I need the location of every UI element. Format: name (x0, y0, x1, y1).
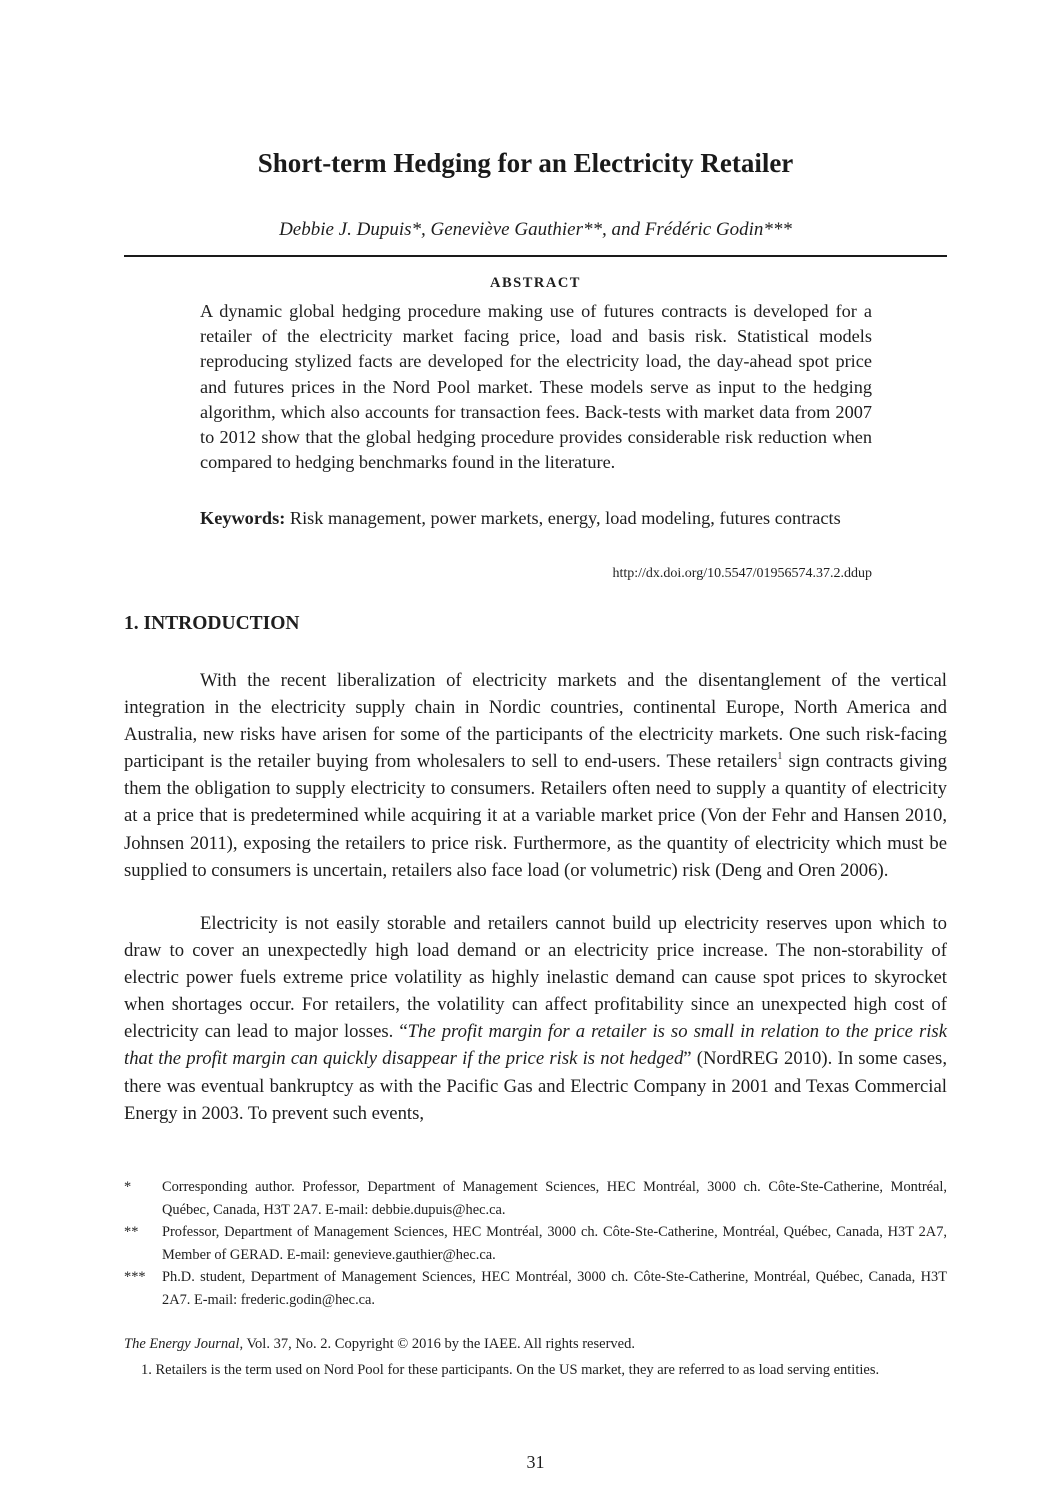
p1-text-a: With the recent liberalization of electricity markets and the disentanglement of the vertical integration in the electricity supply chain in Nordic countries, continental Europe, North America and Australia, new risks have arisen for some of the participants of the electricity markets. One such risk-facing participant is the retailer buying from wholesalers to sell to end-users. These retailers (124, 670, 947, 773)
footnote-mark: *** (124, 1269, 146, 1285)
abstract-heading: ABSTRACT (490, 275, 581, 291)
abstract-text: A dynamic global hedging procedure making use of futures contracts is developed for a retailer of the electricity market facing price, load and basis risk. Statistical models reproducing stylized facts are developed for the electricity load, the day-ahead spot price and futures prices in the Nord Pool market. These models serve as input to the hedging algorithm, which also accounts for transaction fees. Back-tests with market data from 2007 to 2012 show that the global hedging procedure provides considerable risk reduction when compared to hedging benchmarks found in the literature. (200, 301, 872, 473)
footnote-ref-1[interactable]: 1 (777, 751, 783, 763)
page-number: 31 (526, 1452, 545, 1472)
p2-text-a: Electricity is not easily storable and retailers cannot build up electricity reserves upon which to draw to cover an unexpectedly high load demand or an electricity price increase. The non-storability of electric power fuels extreme price volatility as highly inelastic demand can cause spot prices to skyrocket when shortages occur. For retailers, the volatility can affect profitability since an unexpected high cost of electricity can lead to major losses. “ (124, 913, 947, 1043)
section-heading: 1. INTRODUCTION (124, 613, 300, 634)
title-rule (124, 255, 947, 257)
footnote-text: Ph.D. student, Department of Management Sciences, HEC Montréal, 3000 ch. Côte-Ste-Catherine, Montréal, Québec, Canada, H3T 2A7. E-mail: frederic.godin@hec.ca. (162, 1269, 947, 1308)
p2-quote: The profit margin for a retailer is so small in relation to the price risk that the profit margin can quickly disappear if the price risk is not hedged (124, 1021, 948, 1070)
journal-citation (124, 1336, 947, 1353)
author-list: Debbie J. Dupuis*, Geneviève Gauthier**, and Frédéric Godin*** (279, 219, 792, 240)
doi-link[interactable]: http://dx.doi.org/10.5547/01956574.37.2.ddup (612, 566, 872, 581)
journal-copyright: , Vol. 37, No. 2. Copyright © 2016 by the IAEE. All rights reserved. (239, 1336, 635, 1352)
footnote-1: 1. Retailers is the term used on Nord Pool for these participants. On the US market, they are referred to as load serving entities. (141, 1362, 880, 1378)
paper-title: Short-term Hedging for an Electricity Retailer (257, 148, 794, 178)
footnote-text: Professor, Department of Management Sciences, HEC Montréal, 3000 ch. Côte-Ste-Catherine, Montréal, Québec, Canada, H3T 2A7, Member of GERAD. E-mail: genevieve.gauthier@hec.ca. (162, 1224, 947, 1263)
journal-name: The Energy Journal (124, 1336, 240, 1352)
footnote-mark: * (124, 1179, 132, 1195)
keywords (200, 506, 860, 531)
p1-text-b: sign contracts giving them the obligation to supply electricity to consumers. Retailers often need to supply a quantity of electricity at a price that is predetermined while acquiring it at a variable market price (Von der Fehr and Hansen 2010, Johnsen 2011), exposing the retailers to price risk. Furthermore, as the quantity of electricity which must be supplied to consumers is uncertain, retailers also face load (or volumetric) risk (Deng and Oren 2006). (124, 751, 947, 881)
author-footnote-2 (124, 1221, 947, 1266)
footnote-mark: ** (124, 1224, 139, 1240)
author-footnote-1 (124, 1176, 947, 1221)
author-footnote-3 (124, 1266, 947, 1311)
footnote-text: Corresponding author. Professor, Department of Management Sciences, HEC Montréal, 3000 ch. Côte-Ste-Catherine, Montréal, Québec, Canada, H3T 2A7. E-mail: debbie.dupuis@hec.ca. (162, 1179, 947, 1218)
intro-paragraph-1 (124, 667, 947, 884)
keywords-text: Risk management, power markets, energy, load modeling, futures contracts (289, 508, 841, 528)
keywords-label: Keywords: (200, 508, 286, 528)
intro-paragraph-2 (124, 910, 947, 1127)
p2-text-b: ” (NordREG 2010). In some cases, there was eventual bankruptcy as with the Pacific Gas and Electric Company in 2001 and Texas Commercial Energy in 2003. To prevent such events, (124, 1048, 947, 1124)
